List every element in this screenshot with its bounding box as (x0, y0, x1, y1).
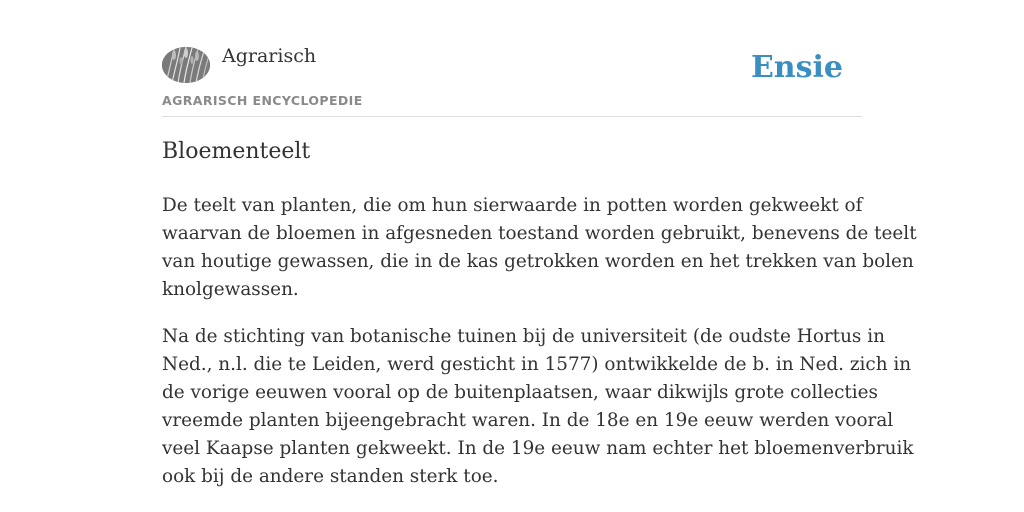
paragraph-line: Na de stichting van botanische tuinen bij de universiteit (de oudste Hortus in (162, 326, 885, 347)
paragraph-line: de vorige eeuwen vooral op de buitenplaatsen, waar dikwijls grote collecties (162, 382, 878, 403)
article-paragraph-2 (162, 323, 914, 491)
paragraph-line: De teelt van planten, die om hun sierwaarde in potten worden gekweekt of (162, 195, 863, 216)
source-subtitle[interactable]: AGRARISCH ENCYCLOPEDIE (162, 93, 363, 108)
paragraph-line: waarvan de bloemen in afgesneden toestand worden gebruikt, benevens de teelt (162, 223, 917, 244)
header (162, 0, 862, 117)
page-content (162, 0, 917, 487)
wheat-field-icon[interactable] (162, 47, 210, 83)
brand-logo[interactable]: Ensie (750, 50, 843, 85)
paragraph-line: vreemde planten bijeengebracht waren. In de 18e en 19e eeuw werden vooral (162, 410, 894, 431)
paragraph-line: ook bij de andere standen sterk toe. (162, 466, 499, 487)
paragraph-line: van houtige gewassen, die in de kas getrokken worden en het trekken van bolen (162, 251, 914, 272)
paragraph-line: veel Kaapse planten gekweekt. In de 19e eeuw nam echter het bloemenverbruik (162, 438, 914, 459)
article-paragraph-1 (162, 192, 917, 304)
article-title: Bloementeelt (162, 139, 311, 164)
source-name[interactable]: Agrarisch (222, 45, 317, 67)
paragraph-line: knolgewassen. (162, 279, 299, 300)
paragraph-line: Ned., n.l. die te Leiden, werd gesticht in 1577) ontwikkelde de b. in Ned. zich in (162, 354, 912, 375)
